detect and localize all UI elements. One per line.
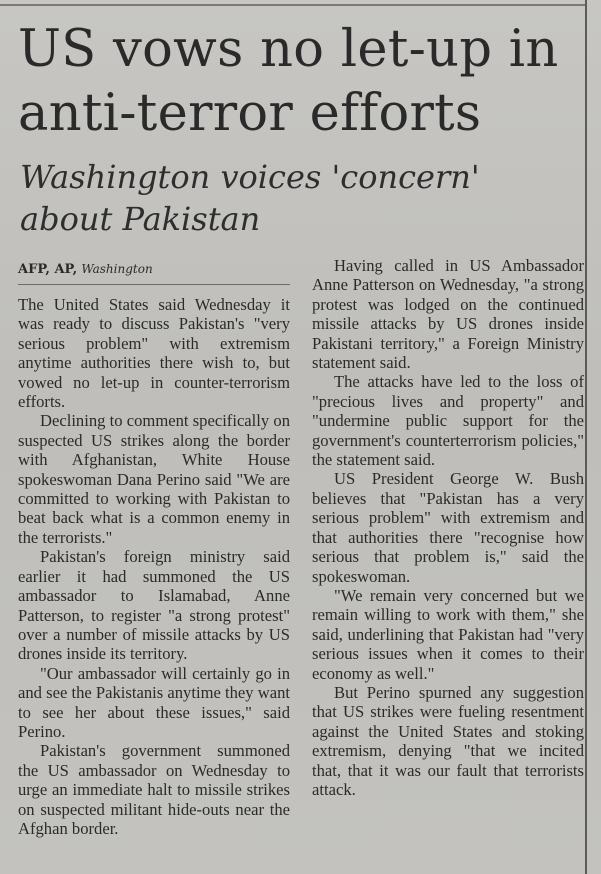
byline-agencies: AFP, AP, <box>18 262 78 277</box>
paragraph: US President George W. Bush believes that "Pakistan has a very serious problem" with extremism and that authorities there "recognise how serious that problem is," said the spokeswoman. <box>312 469 584 586</box>
paragraph: But Perino spurned any suggestion that US strikes were fueling resentment against the United States and stoking extremism, denying "that we incited that, that it was our fault that terrorists attack. <box>312 682 584 799</box>
paragraph: "Our ambassador will certainly go in and see the Pakistanis anytime they want to see her about these issues," said Perino. <box>18 663 290 741</box>
paragraph: "We remain very concerned but we remain willing to work with them," she said, underlining that Pakistan had "very serious issues when it comes to their economy as well." <box>312 585 584 683</box>
byline <box>18 260 288 279</box>
subheadline: Washington voices 'concern' about Pakistan <box>20 158 480 238</box>
byline-divider <box>18 284 290 285</box>
paragraph: Declining to comment specifically on suspected US strikes along the border with Afghanistan, White House spokeswoman Dana Perino said "We are committed to working with Pakistan to beat back what is a common enemy in the terrorists." <box>18 411 290 547</box>
paragraph: Having called in US Ambassador Anne Patterson on Wednesday, "a strong protest was lodged on the continued missile attacks by US drones inside Pakistani territory," a Foreign Ministry statement said. <box>312 256 584 373</box>
paragraph: Pakistan's government summoned the US ambassador on Wednesday to urge an immediate halt to missile strikes on suspected militant hide-outs near the Afghan border. <box>18 741 290 838</box>
article-column-right <box>312 256 584 799</box>
top-border-rule <box>0 4 585 6</box>
paragraph: The attacks have led to the loss of "precious lives and property" and "undermine public support for the government's counterterrorism policies," the statement said. <box>312 372 584 470</box>
paragraph: Pakistan's foreign ministry said earlier it had summoned the US ambassador to Islamabad, Anne Patterson, to register "a strong protest" over a number of missile attacks by US drones inside its territory. <box>18 547 290 664</box>
article-column-left <box>18 295 290 838</box>
paragraph: The United States said Wednesday it was ready to discuss Pakistan's "very serious problem" with extremism anytime authorities there wish to, but vowed no let-up in counter-terrorism efforts. <box>18 295 290 412</box>
headline: US vows no let-up in anti-terror efforts <box>18 20 559 143</box>
byline-dateline: Washington <box>81 262 153 276</box>
